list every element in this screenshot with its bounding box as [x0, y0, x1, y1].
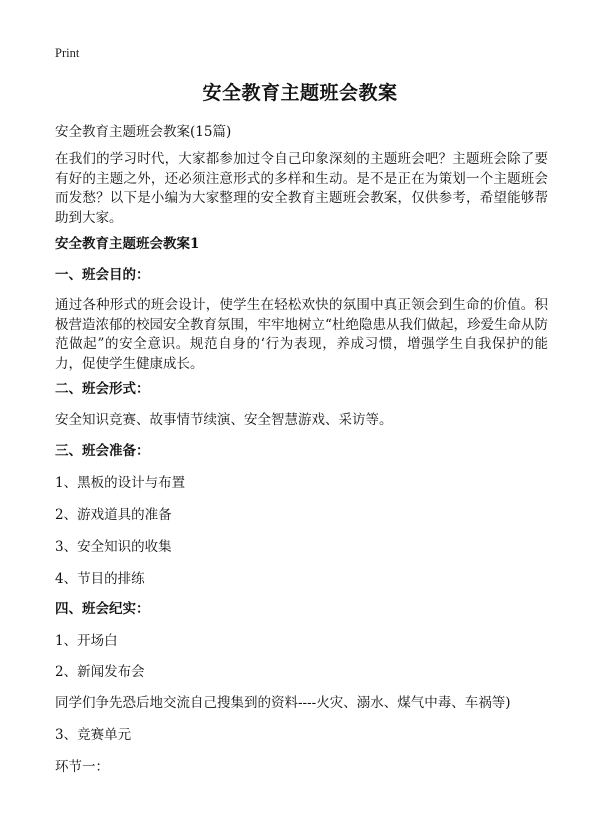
prep-item: 3、安全知识的收集: [55, 539, 172, 555]
goal-heading: 一、班会目的：: [55, 267, 150, 283]
form-paragraph: 安全知识竞赛、故事情节续演、安全智慧游戏、采访等。: [55, 412, 393, 428]
prep-item: 1、黑板的设计与布置: [55, 475, 186, 491]
section-heading: 安全教育主题班会教案1: [55, 236, 200, 252]
goal-paragraph: 通过各种形式的班会设计，使学生在轻松欢快的氛围中真正领会到生命的价值。积极营造浓郁的校园安全教育氛围，牢牢地树立“杜绝隐患从我们做起，珍爱生命从防范做起”的安全意识。规范自身的‘行为表现，养成习惯，增强学生自我保护的能力，促使学生健康成长。: [55, 297, 548, 372]
record-item: 1、开场白: [55, 633, 118, 649]
prep-item: 2、游戏道具的准备: [55, 507, 172, 523]
intro-paragraph: 在我们的学习时代，大家都参加过令自己印象深刻的主题班会吧？主题班会除了要有好的主题之外，还必须注意形式的多样和生动。是不是正在为策划一个主题班会而发愁？以下是小编为大家整理的安全教育主题班会教案，仅供参考，希望能够帮助到大家。: [55, 151, 548, 226]
form-heading: 二、班会形式：: [55, 381, 150, 397]
record-item: 2、新闻发布会: [55, 664, 145, 680]
document-subtitle: 安全教育主题班会教案(15篇): [55, 124, 232, 140]
record-heading: 四、班会纪实：: [55, 601, 150, 617]
print-link[interactable]: Print: [55, 46, 80, 60]
page-title: 安全教育主题班会教案: [202, 82, 398, 104]
record-item: 3、竞赛单元: [55, 727, 132, 743]
prep-heading: 三、班会准备：: [55, 443, 150, 459]
record-paragraph: 同学们争先恐后地交流自己搜集到的资料----火灾、溺水、煤气中毒、车祸等): [55, 695, 511, 711]
record-item: 环节一：: [55, 759, 109, 775]
prep-item: 4、节目的排练: [55, 571, 145, 587]
